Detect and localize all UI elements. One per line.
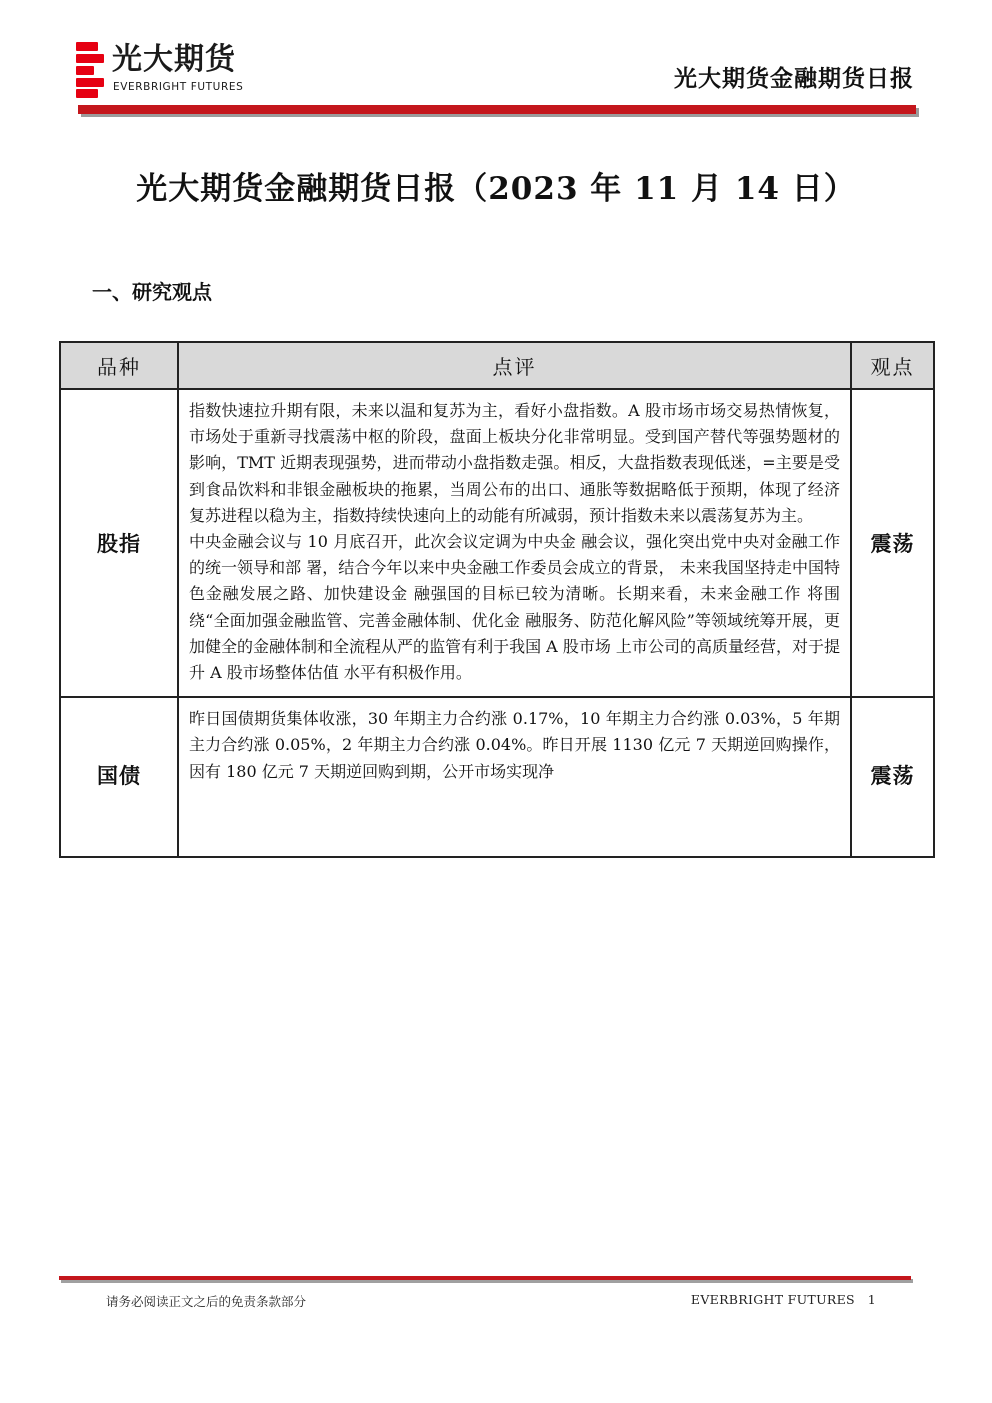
table-header-row xyxy=(60,342,934,389)
footer-brand-name: EVERBRIGHT FUTURES xyxy=(690,1292,855,1307)
comment-paragraph: 中央金融会议与 10 月底召开，此次会议定调为中央金 融会议，强化突出党中央对金融工作的统一领导和部 署，结合今年以来中央金融工作委员会成立的背景， 未来我国坚持走中国特色金融发展之路、加快建设金 融强国的目标已较为清晰。长期来看，未来金融工作 将围绕“全面加强金融监管、完善金融体制、优化金 融服务、防范化解风险”等领域统筹开展，更加健全的金融体制和全流程从严的监管有利于我国 A 股市场 上市公司的高质量经营，对于提升 A 股市场整体估值 水平有积极作用。 xyxy=(189,532,840,683)
logo-text-en: EVERBRIGHT FUTURES xyxy=(113,81,244,93)
page-number: 1 xyxy=(867,1292,876,1307)
comment-paragraph: 指数快速拉升期有限，未来以温和复苏为主，看好小盘指数。A 股市场市场交易热情恢复，市场处于重新寻找震荡中枢的阶段，盘面上板块分化非常明显。受到国产替代等强势题材的影响，TMT 近期表现强势，进而带动小盘指数走强。相反，大盘指数表现低迷，=主要是受到食品饮料和非银金融板块的拖累，当周公布的出口、通胀等数据略低于预期，体现了经济复苏进程以稳为主，指数持续快速向上的动能有所减弱，预计指数未来以震荡复苏为主。 xyxy=(189,401,840,525)
footer-divider xyxy=(59,1276,911,1280)
row-view: 震荡 xyxy=(851,697,934,857)
row-category: 国债 xyxy=(60,697,178,857)
research-view-table xyxy=(59,341,935,858)
document-title: 光大期货金融期货日报（2023 年 11 月 14 日） xyxy=(136,171,856,207)
header-title: 光大期货金融期货日报 xyxy=(674,65,914,92)
header-view: 观点 xyxy=(851,342,934,389)
row-comment xyxy=(178,697,851,857)
table-row xyxy=(60,389,934,697)
table-row xyxy=(60,697,934,857)
footer-brand xyxy=(691,1292,876,1307)
comment-paragraph: 昨日国债期货集体收涨，30 年期主力合约涨 0.17%，10 年期主力合约涨 0.03%，5 年期主力合约涨 0.05%，2 年期主力合约涨 0.04%。昨日开展 1130 亿元 7 天期逆回购操作，因有 180 亿元 7 天期逆回购到期，公开市场实现净 xyxy=(189,709,840,781)
header-category: 品种 xyxy=(60,342,178,389)
row-comment xyxy=(178,389,851,697)
section-title: 一、研究观点 xyxy=(92,280,212,304)
header-comment: 点评 xyxy=(178,342,851,389)
row-category: 股指 xyxy=(60,389,178,697)
logo-text-cn: 光大期货 xyxy=(112,42,236,77)
footer-disclaimer: 请务必阅读正文之后的免责条款部分 xyxy=(106,1294,307,1309)
row-view: 震荡 xyxy=(851,389,934,697)
